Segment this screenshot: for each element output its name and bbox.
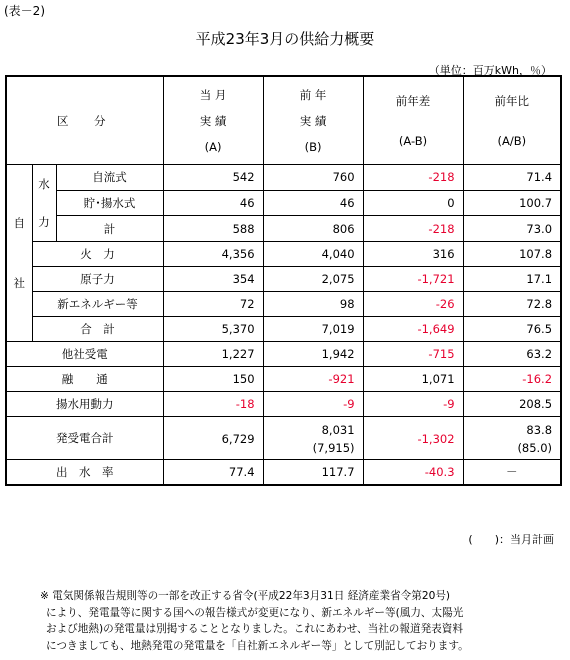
page-title: 平成23年3月の供給力概要 [195, 30, 375, 48]
cell-goukei-b: 7,019 [263, 317, 363, 342]
header-category: 区 分 [6, 76, 163, 165]
cell-shin-energy-diff: -26 [363, 292, 463, 317]
row-label-goukei: 合 計 [32, 317, 163, 342]
cell-karyoku-a: 4,356 [163, 242, 263, 267]
cell-yosui-diff: -9 [363, 392, 463, 417]
cell-jiryu-ratio: 71.4 [463, 165, 561, 191]
cell-kei-b: 806 [263, 216, 363, 242]
cell-kei-a: 588 [163, 216, 263, 242]
footnote-line: および地熱)の発電量は別掲することとなりました。これにあわせ、当社の報道発表資料 [46, 623, 463, 635]
cell-kei-diff: -218 [363, 216, 463, 242]
plan-note: ( )：当月計画 [468, 533, 554, 546]
footnote-line: につきましても、地熱発電の発電量を「自社新エネルギー等」として別記しております。 [46, 639, 469, 652]
cell-choyo-b: 46 [263, 190, 363, 216]
cell-choyo-diff: 0 [363, 190, 463, 216]
row-label-jiryu: 自流式 [56, 165, 163, 191]
row-label-tasha: 他社受電 [6, 342, 163, 367]
row-label-yuzu: 融 通 [6, 367, 163, 392]
row-label-genshiryoku: 原子力 [32, 267, 163, 292]
cell-genshiryoku-b: 2,075 [263, 267, 363, 292]
footnote-line: により、発電量等に関する国への報告様式が変更になり、新エネルギー等(風力、太陽光 [46, 606, 464, 619]
unit-note: （単位：百万kWh，％） [428, 64, 552, 77]
cell-yuzu-diff: 1,071 [363, 367, 463, 392]
cell-goukei-ratio: 76.5 [463, 317, 561, 342]
cell-hatsujuden-b: 8,031 (7,915) [263, 417, 363, 460]
table-row [6, 367, 561, 392]
cell-genshiryoku-ratio: 17.1 [463, 267, 561, 292]
cell-choyo-ratio: 100.7 [463, 190, 561, 216]
cell-yosui-ratio: 208.5 [463, 392, 561, 417]
cell-hatsujuden-ratio: 83.8 (85.0) [463, 417, 561, 460]
row-label-karyoku: 火 力 [32, 242, 163, 267]
header-col-diff: 前年差 (A-B) [363, 76, 463, 165]
cell-tasha-b: 1,942 [263, 342, 363, 367]
cell-choyo-a: 46 [163, 190, 263, 216]
header-col-a: 当 月 実 績 (A) [163, 76, 263, 165]
header-row [6, 76, 561, 165]
table-row [6, 342, 561, 367]
row-label-kei: 計 [56, 216, 163, 242]
table-row [6, 460, 561, 486]
row-label-yosui: 揚水用動力 [6, 392, 163, 417]
cell-shin-energy-ratio: 72.8 [463, 292, 561, 317]
document-label: (表－2) [4, 4, 45, 18]
cell-goukei-diff: -1,649 [363, 317, 463, 342]
cell-jiryu-b: 760 [263, 165, 363, 191]
cell-yuzu-ratio: -16.2 [463, 367, 561, 392]
cell-hatsujuden-a: 6,729 [163, 417, 263, 460]
table-row [6, 242, 561, 267]
header-col-b: 前 年 実 績 (B) [263, 76, 363, 165]
cell-yosui-a: -18 [163, 392, 263, 417]
header-col-ratio: 前年比 (A/B) [463, 76, 561, 165]
cell-shussui-a: 77.4 [163, 460, 263, 486]
row-label-shussui: 出 水 率 [6, 460, 163, 486]
cell-yuzu-b: -921 [263, 367, 363, 392]
cell-tasha-ratio: 63.2 [463, 342, 561, 367]
cell-genshiryoku-a: 354 [163, 267, 263, 292]
cell-karyoku-ratio: 107.8 [463, 242, 561, 267]
table-row [6, 392, 561, 417]
jisha-label: 自 社 [6, 165, 32, 342]
suiryoku-label: 水 力 [32, 165, 56, 242]
cell-tasha-diff: -715 [363, 342, 463, 367]
cell-jiryu-a: 542 [163, 165, 263, 191]
table-row [6, 216, 561, 242]
row-label-choyo: 貯･揚水式 [56, 190, 163, 216]
cell-kei-ratio: 73.0 [463, 216, 561, 242]
row-label-shin-energy: 新エネルギー等 [32, 292, 163, 317]
table-row [6, 267, 561, 292]
cell-hatsujuden-diff: -1,302 [363, 417, 463, 460]
cell-shussui-b: 117.7 [263, 460, 363, 486]
cell-shussui-ratio: － [463, 460, 561, 486]
table-row [6, 165, 561, 191]
table-row [6, 417, 561, 460]
cell-karyoku-b: 4,040 [263, 242, 363, 267]
cell-genshiryoku-diff: -1,721 [363, 267, 463, 292]
footnote [40, 588, 560, 654]
table-row [6, 292, 561, 317]
row-label-hatsujuden: 発受電合計 [6, 417, 163, 460]
table-row [6, 317, 561, 342]
footnote-line: ※ 電気関係報告規則等の一部を改正する省令(平成22年3月31日 経済産業省令第20号) [40, 590, 451, 602]
cell-goukei-a: 5,370 [163, 317, 263, 342]
cell-tasha-a: 1,227 [163, 342, 263, 367]
supply-table [5, 75, 562, 486]
cell-yosui-b: -9 [263, 392, 363, 417]
cell-shussui-diff: -40.3 [363, 460, 463, 486]
cell-jiryu-diff: -218 [363, 165, 463, 191]
cell-shin-energy-b: 98 [263, 292, 363, 317]
cell-karyoku-diff: 316 [363, 242, 463, 267]
cell-shin-energy-a: 72 [163, 292, 263, 317]
table-row [6, 190, 561, 216]
cell-yuzu-a: 150 [163, 367, 263, 392]
